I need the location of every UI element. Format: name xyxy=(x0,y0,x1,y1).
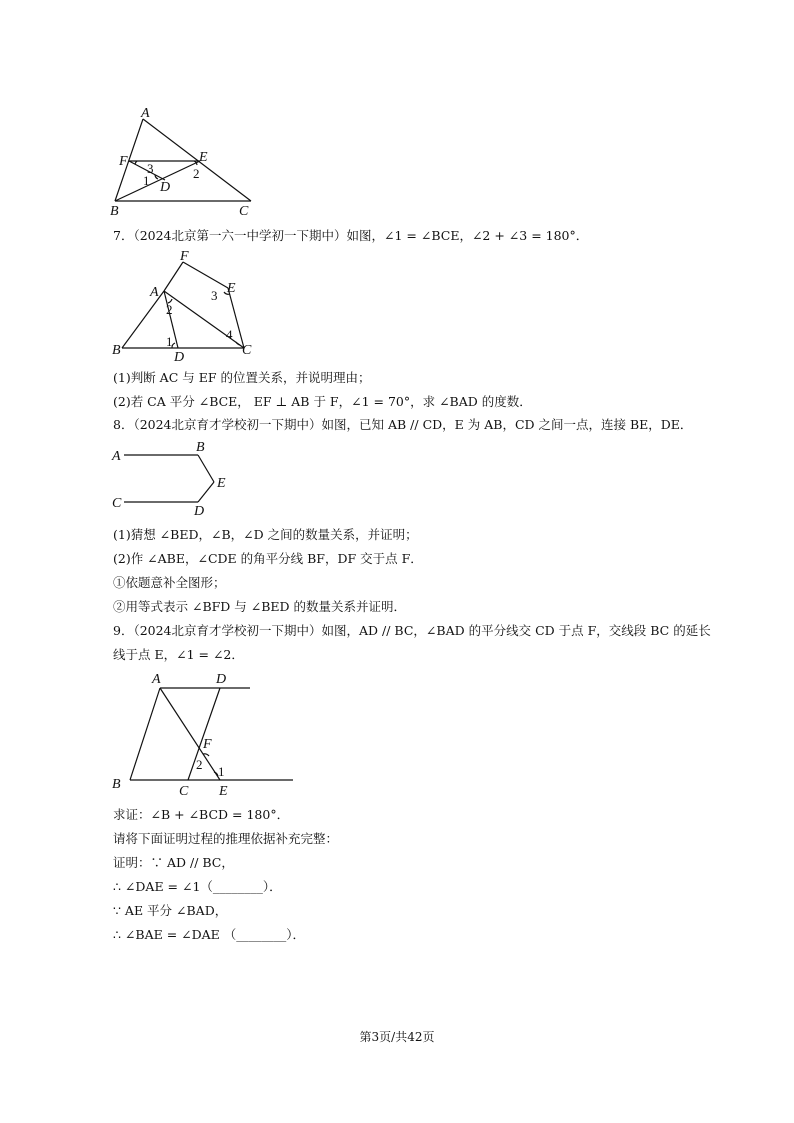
label-a: A xyxy=(112,449,121,464)
angle-4-label: 4 xyxy=(226,327,233,342)
q8-part2-2: ②用等式表示 ∠BFD 与 ∠BED 的数量关系并证明． xyxy=(113,599,407,614)
angle-3-label: 3 xyxy=(147,161,154,176)
label-d: D xyxy=(194,504,205,519)
angle-2-label: 2 xyxy=(166,302,173,317)
label-a: A xyxy=(150,285,159,300)
q9-stem-line2: 线于点 E，∠1 = ∠2． xyxy=(113,647,244,662)
q9-instruction: 请将下面证明过程的推理依据补充完整： xyxy=(113,831,339,846)
angle-1-label: 1 xyxy=(218,764,225,779)
label-c: C xyxy=(242,343,252,358)
q7-stem: 7．（2024北京第一六一中学初一下期中）如图，∠1 = ∠BCE，∠2 + ∠3 = 180°． xyxy=(113,228,589,243)
q8-part1: (1)猜想 ∠BED，∠B，∠D 之间的数量关系，并证明； xyxy=(113,527,418,542)
label-b: B xyxy=(112,343,121,358)
angle-1-label: 1 xyxy=(166,334,173,349)
q8-part2-1: ①依题意补全图形； xyxy=(113,575,226,590)
angle-1-label: 1 xyxy=(143,173,150,188)
q9-proof-step1: 证明：∵ AD // BC， xyxy=(113,855,234,870)
label-f: F xyxy=(119,154,128,169)
label-f: F xyxy=(203,737,212,752)
label-d: D xyxy=(216,672,227,687)
label-e: E xyxy=(219,784,228,799)
q9-to-prove: 求证：∠B + ∠BCD = 180°． xyxy=(113,807,290,822)
angle-2-label: 2 xyxy=(193,166,200,181)
q9-proof-step3: ∵ AE 平分 ∠BAD， xyxy=(113,903,228,918)
label-d: D xyxy=(174,350,185,365)
figure-q8 xyxy=(108,438,238,518)
label-b: B xyxy=(110,204,119,219)
label-e: E xyxy=(227,281,236,296)
label-e: E xyxy=(217,476,226,491)
q9-proof-step4: ∴ ∠BAE = ∠DAE （________）． xyxy=(113,927,306,942)
label-a: A xyxy=(152,672,161,687)
label-a: A xyxy=(141,106,150,121)
label-d: D xyxy=(160,180,171,195)
q9-stem-line1: 9．（2024北京育才学校初一下期中）如图，AD // BC，∠BAD 的平分线交 CD 于点 F，交线段 BC 的延长 xyxy=(113,623,711,638)
q7-part1: (1)判断 AC 与 EF 的位置关系，并说明理由； xyxy=(113,370,371,385)
angle-3-label: 3 xyxy=(211,288,218,303)
label-c: C xyxy=(239,204,249,219)
figure-q9 xyxy=(108,668,298,798)
label-f: F xyxy=(180,249,189,264)
label-c: C xyxy=(179,784,189,799)
q9-proof-step2: ∴ ∠DAE = ∠1（________）． xyxy=(113,879,282,894)
q7-part2: (2)若 CA 平分 ∠BCE， EF ⊥ AB 于 F，∠1 = 70°，求 ∠BAD 的度数． xyxy=(113,394,532,409)
page-footer: 第3页/共42页 xyxy=(359,1030,435,1044)
label-e: E xyxy=(199,150,208,165)
figure-triangle-abc xyxy=(105,105,265,220)
q8-stem: 8．（2024北京育才学校初一下期中）如图，已知 AB // CD，E 为 AB，CD 之间一点，连接 BE，DE． xyxy=(113,417,693,432)
q8-part2: (2)作 ∠ABE，∠CDE 的角平分线 BF，DF 交于点 F． xyxy=(113,551,423,566)
label-c: C xyxy=(112,496,122,511)
angle-2-label: 2 xyxy=(196,757,203,772)
label-b: B xyxy=(112,777,121,792)
figure-q7 xyxy=(108,248,268,363)
label-b: B xyxy=(196,440,205,455)
